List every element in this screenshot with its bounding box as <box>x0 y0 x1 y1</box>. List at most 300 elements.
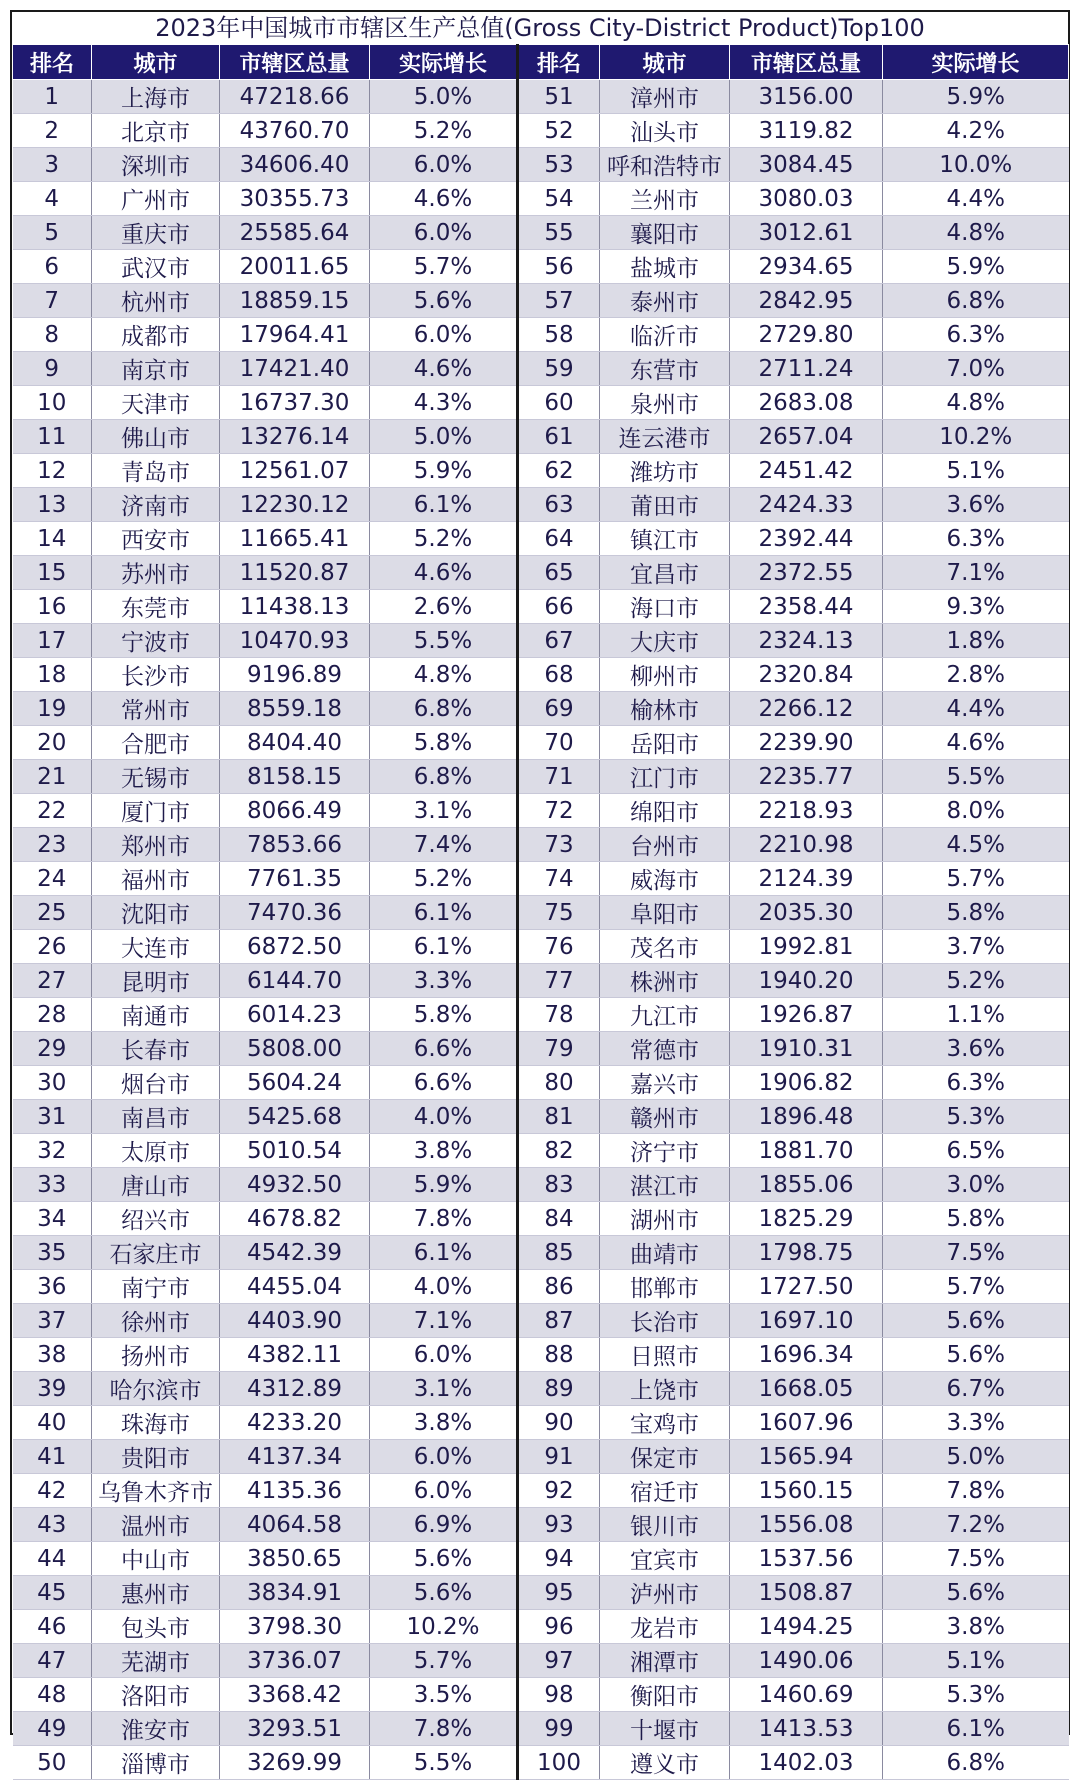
total-cell: 1697.10 <box>730 1304 883 1338</box>
rank-cell: 24 <box>13 862 92 896</box>
city-cell: 汕头市 <box>600 114 730 148</box>
rank-cell: 66 <box>518 590 600 624</box>
rank-cell: 25 <box>13 896 92 930</box>
total-cell: 5010.54 <box>220 1134 370 1168</box>
rank-cell: 44 <box>13 1542 92 1576</box>
rank-cell: 100 <box>518 1746 600 1780</box>
growth-cell: 7.4% <box>370 828 518 862</box>
table-row <box>13 420 1069 454</box>
city-cell: 济宁市 <box>600 1134 730 1168</box>
total-cell: 8404.40 <box>220 726 370 760</box>
city-cell: 邯郸市 <box>600 1270 730 1304</box>
rank-cell: 2 <box>13 114 92 148</box>
rank-cell: 43 <box>13 1508 92 1542</box>
growth-cell: 6.1% <box>883 1712 1069 1746</box>
city-cell: 泸州市 <box>600 1576 730 1610</box>
growth-cell: 3.6% <box>883 1032 1069 1066</box>
growth-cell: 8.0% <box>883 794 1069 828</box>
total-cell: 12230.12 <box>220 488 370 522</box>
total-cell: 2239.90 <box>730 726 883 760</box>
city-cell: 合肥市 <box>92 726 220 760</box>
growth-cell: 4.0% <box>370 1100 518 1134</box>
table-row <box>13 896 1069 930</box>
rank-cell: 65 <box>518 556 600 590</box>
rank-cell: 57 <box>518 284 600 318</box>
rank-cell: 18 <box>13 658 92 692</box>
growth-cell: 1.8% <box>883 624 1069 658</box>
growth-cell: 6.3% <box>883 318 1069 352</box>
rank-cell: 28 <box>13 998 92 1032</box>
city-cell: 重庆市 <box>92 216 220 250</box>
rank-cell: 79 <box>518 1032 600 1066</box>
table-row <box>13 930 1069 964</box>
table-row <box>13 318 1069 352</box>
growth-cell: 6.1% <box>370 488 518 522</box>
total-cell: 1926.87 <box>730 998 883 1032</box>
growth-cell: 6.6% <box>370 1066 518 1100</box>
total-cell: 1906.82 <box>730 1066 883 1100</box>
city-cell: 哈尔滨市 <box>92 1372 220 1406</box>
growth-cell: 5.0% <box>883 1440 1069 1474</box>
total-cell: 30355.73 <box>220 182 370 216</box>
total-cell: 1992.81 <box>730 930 883 964</box>
header-rank: 排名 <box>13 45 92 80</box>
city-cell: 宁波市 <box>92 624 220 658</box>
rank-cell: 76 <box>518 930 600 964</box>
rank-cell: 13 <box>13 488 92 522</box>
city-cell: 深圳市 <box>92 148 220 182</box>
total-cell: 2320.84 <box>730 658 883 692</box>
rank-cell: 87 <box>518 1304 600 1338</box>
city-cell: 广州市 <box>92 182 220 216</box>
table-row <box>13 488 1069 522</box>
city-cell: 厦门市 <box>92 794 220 828</box>
total-cell: 10470.93 <box>220 624 370 658</box>
rank-cell: 52 <box>518 114 600 148</box>
city-cell: 赣州市 <box>600 1100 730 1134</box>
rank-cell: 60 <box>518 386 600 420</box>
table-row <box>13 1508 1069 1542</box>
growth-cell: 5.6% <box>370 1542 518 1576</box>
rank-cell: 6 <box>13 250 92 284</box>
city-cell: 芜湖市 <box>92 1644 220 1678</box>
total-cell: 6144.70 <box>220 964 370 998</box>
growth-cell: 5.5% <box>883 760 1069 794</box>
growth-cell: 4.6% <box>883 726 1069 760</box>
rank-cell: 58 <box>518 318 600 352</box>
growth-cell: 5.0% <box>370 80 518 114</box>
rank-cell: 93 <box>518 1508 600 1542</box>
total-cell: 3850.65 <box>220 1542 370 1576</box>
growth-cell: 6.0% <box>370 1440 518 1474</box>
header-growth: 实际增长 <box>370 45 518 80</box>
city-cell: 南通市 <box>92 998 220 1032</box>
growth-cell: 5.8% <box>370 998 518 1032</box>
rank-cell: 42 <box>13 1474 92 1508</box>
rank-cell: 15 <box>13 556 92 590</box>
table-row <box>13 1474 1069 1508</box>
rank-cell: 32 <box>13 1134 92 1168</box>
city-cell: 昆明市 <box>92 964 220 998</box>
rank-cell: 35 <box>13 1236 92 1270</box>
rank-cell: 29 <box>13 1032 92 1066</box>
growth-cell: 4.2% <box>883 114 1069 148</box>
total-cell: 8158.15 <box>220 760 370 794</box>
table-row <box>13 182 1069 216</box>
total-cell: 1402.03 <box>730 1746 883 1780</box>
city-cell: 连云港市 <box>600 420 730 454</box>
total-cell: 1940.20 <box>730 964 883 998</box>
rank-cell: 96 <box>518 1610 600 1644</box>
total-cell: 2035.30 <box>730 896 883 930</box>
city-cell: 石家庄市 <box>92 1236 220 1270</box>
rank-cell: 7 <box>13 284 92 318</box>
city-cell: 苏州市 <box>92 556 220 590</box>
total-cell: 1556.08 <box>730 1508 883 1542</box>
rank-cell: 71 <box>518 760 600 794</box>
city-cell: 威海市 <box>600 862 730 896</box>
table-row <box>13 454 1069 488</box>
growth-cell: 6.8% <box>370 760 518 794</box>
header-city: 城市 <box>92 45 220 80</box>
growth-cell: 5.7% <box>883 1270 1069 1304</box>
city-cell: 龙岩市 <box>600 1610 730 1644</box>
city-cell: 洛阳市 <box>92 1678 220 1712</box>
rank-cell: 77 <box>518 964 600 998</box>
city-cell: 株洲市 <box>600 964 730 998</box>
city-cell: 日照市 <box>600 1338 730 1372</box>
table-row <box>13 352 1069 386</box>
rank-cell: 84 <box>518 1202 600 1236</box>
total-cell: 8559.18 <box>220 692 370 726</box>
rank-cell: 36 <box>13 1270 92 1304</box>
total-cell: 8066.49 <box>220 794 370 828</box>
city-cell: 温州市 <box>92 1508 220 1542</box>
rank-cell: 33 <box>13 1168 92 1202</box>
total-cell: 5425.68 <box>220 1100 370 1134</box>
growth-cell: 2.8% <box>883 658 1069 692</box>
city-cell: 遵义市 <box>600 1746 730 1780</box>
growth-cell: 7.8% <box>883 1474 1069 1508</box>
city-cell: 扬州市 <box>92 1338 220 1372</box>
city-cell: 潍坊市 <box>600 454 730 488</box>
growth-cell: 5.9% <box>370 454 518 488</box>
growth-cell: 4.3% <box>370 386 518 420</box>
total-cell: 2424.33 <box>730 488 883 522</box>
total-cell: 4542.39 <box>220 1236 370 1270</box>
total-cell: 4312.89 <box>220 1372 370 1406</box>
growth-cell: 5.3% <box>883 1678 1069 1712</box>
table-frame <box>10 10 1070 1778</box>
table-row <box>13 216 1069 250</box>
city-cell: 湖州市 <box>600 1202 730 1236</box>
growth-cell: 5.2% <box>370 862 518 896</box>
city-cell: 上海市 <box>92 80 220 114</box>
rank-cell: 50 <box>13 1746 92 1780</box>
city-cell: 淄博市 <box>92 1746 220 1780</box>
total-cell: 2842.95 <box>730 284 883 318</box>
total-cell: 3119.82 <box>730 114 883 148</box>
header-row <box>13 45 1069 80</box>
city-cell: 阜阳市 <box>600 896 730 930</box>
total-cell: 3080.03 <box>730 182 883 216</box>
table-row <box>13 148 1069 182</box>
city-cell: 曲靖市 <box>600 1236 730 1270</box>
rank-cell: 51 <box>518 80 600 114</box>
table-row <box>13 862 1069 896</box>
rank-cell: 31 <box>13 1100 92 1134</box>
rank-cell: 82 <box>518 1134 600 1168</box>
table-row <box>13 386 1069 420</box>
total-cell: 13276.14 <box>220 420 370 454</box>
rank-cell: 69 <box>518 692 600 726</box>
total-cell: 2210.98 <box>730 828 883 862</box>
city-cell: 榆林市 <box>600 692 730 726</box>
growth-cell: 5.8% <box>883 896 1069 930</box>
growth-cell: 7.5% <box>883 1236 1069 1270</box>
city-cell: 包头市 <box>92 1610 220 1644</box>
total-cell: 1910.31 <box>730 1032 883 1066</box>
growth-cell: 4.8% <box>883 386 1069 420</box>
total-cell: 34606.40 <box>220 148 370 182</box>
growth-cell: 5.6% <box>883 1304 1069 1338</box>
table-row <box>13 1440 1069 1474</box>
city-cell: 宜宾市 <box>600 1542 730 1576</box>
growth-cell: 5.9% <box>883 250 1069 284</box>
city-cell: 九江市 <box>600 998 730 1032</box>
growth-cell: 5.7% <box>370 250 518 284</box>
table-row <box>13 114 1069 148</box>
growth-cell: 3.8% <box>370 1134 518 1168</box>
total-cell: 1490.06 <box>730 1644 883 1678</box>
city-cell: 莆田市 <box>600 488 730 522</box>
city-cell: 呼和浩特市 <box>600 148 730 182</box>
city-cell: 中山市 <box>92 1542 220 1576</box>
city-cell: 宝鸡市 <box>600 1406 730 1440</box>
city-cell: 上饶市 <box>600 1372 730 1406</box>
rank-cell: 81 <box>518 1100 600 1134</box>
total-cell: 1668.05 <box>730 1372 883 1406</box>
total-cell: 4233.20 <box>220 1406 370 1440</box>
growth-cell: 5.5% <box>370 1746 518 1780</box>
total-cell: 18859.15 <box>220 284 370 318</box>
table-row <box>13 1202 1069 1236</box>
table-row <box>13 1610 1069 1644</box>
total-cell: 9196.89 <box>220 658 370 692</box>
total-cell: 7761.35 <box>220 862 370 896</box>
growth-cell: 3.6% <box>883 488 1069 522</box>
rank-cell: 88 <box>518 1338 600 1372</box>
city-cell: 东营市 <box>600 352 730 386</box>
rank-cell: 20 <box>13 726 92 760</box>
total-cell: 1607.96 <box>730 1406 883 1440</box>
rank-cell: 5 <box>13 216 92 250</box>
growth-cell: 7.1% <box>370 1304 518 1338</box>
total-cell: 1537.56 <box>730 1542 883 1576</box>
rank-cell: 56 <box>518 250 600 284</box>
city-cell: 漳州市 <box>600 80 730 114</box>
table-row <box>13 1100 1069 1134</box>
city-cell: 保定市 <box>600 1440 730 1474</box>
growth-cell: 5.9% <box>883 80 1069 114</box>
city-cell: 盐城市 <box>600 250 730 284</box>
city-cell: 珠海市 <box>92 1406 220 1440</box>
growth-cell: 4.4% <box>883 182 1069 216</box>
rank-cell: 34 <box>13 1202 92 1236</box>
rank-cell: 61 <box>518 420 600 454</box>
city-cell: 十堰市 <box>600 1712 730 1746</box>
total-cell: 1565.94 <box>730 1440 883 1474</box>
rank-cell: 91 <box>518 1440 600 1474</box>
growth-cell: 3.1% <box>370 794 518 828</box>
city-cell: 成都市 <box>92 318 220 352</box>
city-cell: 江门市 <box>600 760 730 794</box>
city-cell: 常州市 <box>92 692 220 726</box>
growth-cell: 10.2% <box>370 1610 518 1644</box>
table-row <box>13 828 1069 862</box>
city-cell: 常德市 <box>600 1032 730 1066</box>
table-row <box>13 1236 1069 1270</box>
total-cell: 11438.13 <box>220 590 370 624</box>
table-row <box>13 760 1069 794</box>
rank-cell: 40 <box>13 1406 92 1440</box>
gdp-table <box>12 44 1069 1780</box>
city-cell: 湛江市 <box>600 1168 730 1202</box>
city-cell: 银川市 <box>600 1508 730 1542</box>
rank-cell: 97 <box>518 1644 600 1678</box>
rank-cell: 98 <box>518 1678 600 1712</box>
growth-cell: 6.0% <box>370 216 518 250</box>
city-cell: 台州市 <box>600 828 730 862</box>
table-row <box>13 284 1069 318</box>
total-cell: 3156.00 <box>730 80 883 114</box>
total-cell: 3798.30 <box>220 1610 370 1644</box>
total-cell: 1881.70 <box>730 1134 883 1168</box>
growth-cell: 5.8% <box>883 1202 1069 1236</box>
table-row <box>13 80 1069 114</box>
total-cell: 2683.08 <box>730 386 883 420</box>
table-row <box>13 998 1069 1032</box>
growth-cell: 3.7% <box>883 930 1069 964</box>
city-cell: 大庆市 <box>600 624 730 658</box>
city-cell: 衡阳市 <box>600 1678 730 1712</box>
city-cell: 海口市 <box>600 590 730 624</box>
rank-cell: 27 <box>13 964 92 998</box>
growth-cell: 3.1% <box>370 1372 518 1406</box>
total-cell: 4382.11 <box>220 1338 370 1372</box>
rank-cell: 63 <box>518 488 600 522</box>
city-cell: 烟台市 <box>92 1066 220 1100</box>
city-cell: 兰州市 <box>600 182 730 216</box>
total-cell: 5808.00 <box>220 1032 370 1066</box>
table-row <box>13 624 1069 658</box>
growth-cell: 5.9% <box>370 1168 518 1202</box>
total-cell: 11520.87 <box>220 556 370 590</box>
rank-cell: 41 <box>13 1440 92 1474</box>
growth-cell: 7.0% <box>883 352 1069 386</box>
table-row <box>13 1304 1069 1338</box>
growth-cell: 6.6% <box>370 1032 518 1066</box>
growth-cell: 6.3% <box>883 1066 1069 1100</box>
rank-cell: 99 <box>518 1712 600 1746</box>
growth-cell: 4.6% <box>370 352 518 386</box>
total-cell: 2324.13 <box>730 624 883 658</box>
rank-cell: 90 <box>518 1406 600 1440</box>
chart-title: 2023年中国城市市辖区生产总值(Gross City-District Product)Top100 <box>155 14 925 42</box>
total-cell: 2372.55 <box>730 556 883 590</box>
rank-cell: 12 <box>13 454 92 488</box>
growth-cell: 1.1% <box>883 998 1069 1032</box>
growth-cell: 4.6% <box>370 556 518 590</box>
rank-cell: 30 <box>13 1066 92 1100</box>
rank-cell: 54 <box>518 182 600 216</box>
city-cell: 佛山市 <box>92 420 220 454</box>
growth-cell: 5.6% <box>883 1338 1069 1372</box>
total-cell: 2235.77 <box>730 760 883 794</box>
total-cell: 2711.24 <box>730 352 883 386</box>
header-total: 市辖区总量 <box>730 45 883 80</box>
rank-cell: 45 <box>13 1576 92 1610</box>
growth-cell: 5.6% <box>883 1576 1069 1610</box>
growth-cell: 6.0% <box>370 148 518 182</box>
city-cell: 杭州市 <box>92 284 220 318</box>
growth-cell: 6.8% <box>883 284 1069 318</box>
growth-cell: 6.0% <box>370 1474 518 1508</box>
city-cell: 嘉兴市 <box>600 1066 730 1100</box>
total-cell: 2266.12 <box>730 692 883 726</box>
total-cell: 3269.99 <box>220 1746 370 1780</box>
table-row <box>13 1134 1069 1168</box>
growth-cell: 5.2% <box>370 522 518 556</box>
rank-cell: 72 <box>518 794 600 828</box>
city-cell: 南宁市 <box>92 1270 220 1304</box>
growth-cell: 5.7% <box>370 1644 518 1678</box>
rank-cell: 47 <box>13 1644 92 1678</box>
rank-cell: 83 <box>518 1168 600 1202</box>
total-cell: 1460.69 <box>730 1678 883 1712</box>
total-cell: 1855.06 <box>730 1168 883 1202</box>
header-total: 市辖区总量 <box>220 45 370 80</box>
rank-cell: 19 <box>13 692 92 726</box>
total-cell: 43760.70 <box>220 114 370 148</box>
growth-cell: 4.8% <box>883 216 1069 250</box>
city-cell: 襄阳市 <box>600 216 730 250</box>
growth-cell: 6.8% <box>883 1746 1069 1780</box>
city-cell: 乌鲁木齐市 <box>92 1474 220 1508</box>
table-row <box>13 726 1069 760</box>
total-cell: 2934.65 <box>730 250 883 284</box>
header-rank: 排名 <box>518 45 600 80</box>
growth-cell: 6.1% <box>370 930 518 964</box>
growth-cell: 7.2% <box>883 1508 1069 1542</box>
city-cell: 青岛市 <box>92 454 220 488</box>
table-row <box>13 1644 1069 1678</box>
growth-cell: 4.5% <box>883 828 1069 862</box>
total-cell: 1727.50 <box>730 1270 883 1304</box>
total-cell: 4932.50 <box>220 1168 370 1202</box>
total-cell: 2729.80 <box>730 318 883 352</box>
city-cell: 宿迁市 <box>600 1474 730 1508</box>
total-cell: 11665.41 <box>220 522 370 556</box>
growth-cell: 10.2% <box>883 420 1069 454</box>
city-cell: 福州市 <box>92 862 220 896</box>
rank-cell: 62 <box>518 454 600 488</box>
total-cell: 4137.34 <box>220 1440 370 1474</box>
header-city: 城市 <box>600 45 730 80</box>
city-cell: 惠州市 <box>92 1576 220 1610</box>
city-cell: 西安市 <box>92 522 220 556</box>
city-cell: 南昌市 <box>92 1100 220 1134</box>
